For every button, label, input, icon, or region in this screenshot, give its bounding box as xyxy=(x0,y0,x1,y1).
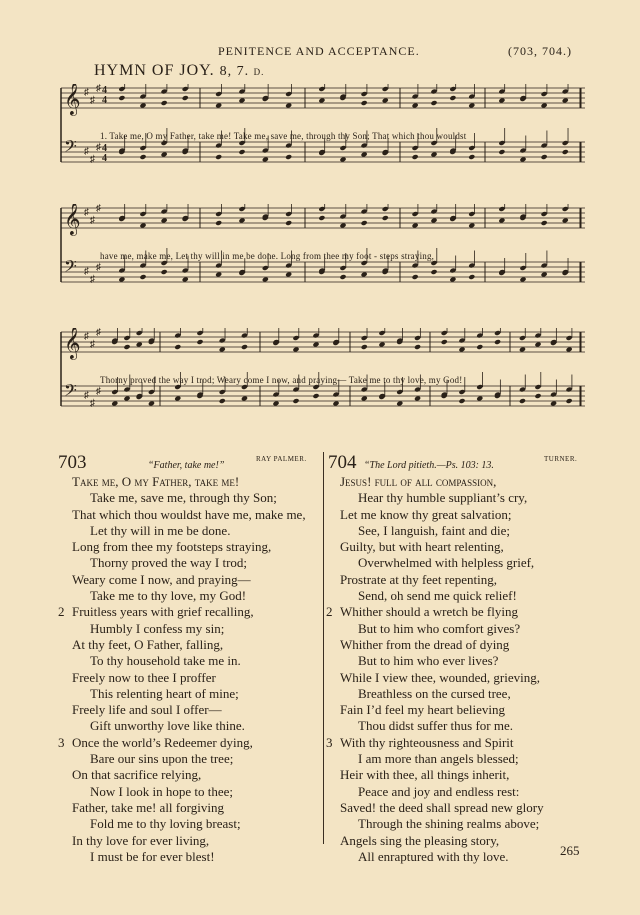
verse-line xyxy=(326,784,588,800)
verse-line xyxy=(58,767,324,783)
note-head xyxy=(339,157,346,163)
note-head xyxy=(519,277,526,283)
verse-line xyxy=(58,735,324,751)
sharp-icon: ♯ xyxy=(84,87,89,98)
hymn-author: TURNER. xyxy=(544,455,578,463)
note-head xyxy=(396,401,403,407)
verse-text: Take me, save me, through thy Son; xyxy=(90,490,277,506)
verse-line xyxy=(58,751,324,767)
note-head xyxy=(534,342,541,348)
verse-line xyxy=(326,800,588,816)
note-head xyxy=(118,277,125,283)
note-head xyxy=(262,277,269,283)
verse-text: Peace and joy and endless rest: xyxy=(358,783,520,799)
verse-line xyxy=(58,474,324,490)
hymn-704-verses xyxy=(326,474,588,865)
verse-line xyxy=(58,670,324,686)
verse-text: All enraptured with thy love. xyxy=(358,848,509,864)
note-head xyxy=(215,272,222,278)
verse-text: Father, take me! all forgiving xyxy=(72,799,224,815)
note-head xyxy=(118,95,125,101)
verse-text: But to him who comfort gives? xyxy=(358,620,521,636)
column-divider xyxy=(323,452,324,844)
note-head xyxy=(241,344,248,350)
sharp-icon: ♯ xyxy=(84,207,89,218)
note-head xyxy=(139,154,146,160)
note-head xyxy=(136,342,143,348)
verse-line xyxy=(326,507,588,523)
note-head xyxy=(174,396,181,402)
note-head xyxy=(361,396,368,402)
note-head xyxy=(182,95,189,101)
note-head xyxy=(449,277,456,283)
verse-line xyxy=(326,686,588,702)
verse-text: Let thy will in me be done. xyxy=(90,522,231,538)
note-head xyxy=(161,218,168,224)
hymn-703 xyxy=(58,452,324,865)
note-head xyxy=(541,103,548,109)
treble-clef-icon: 𝄞 xyxy=(64,204,81,235)
note-head xyxy=(285,272,292,278)
verse-text: Thou didst suffer thus for me. xyxy=(358,718,514,734)
hymn-number: 703 xyxy=(58,452,87,473)
verse-text: Heir with thee, all things inherit, xyxy=(340,767,510,783)
sharp-icon: ♯ xyxy=(84,266,89,277)
hymn-704 xyxy=(326,452,588,865)
verse-text: Long from thee my footsteps straying, xyxy=(72,539,272,555)
tune-title xyxy=(94,62,264,80)
note-head xyxy=(449,95,456,101)
verse-line xyxy=(326,490,588,506)
note-head xyxy=(123,344,130,350)
sharp-icon: ♯ xyxy=(84,146,89,157)
verse-text: Guilty, but with heart relenting, xyxy=(340,539,504,555)
bass-clef-icon: 𝄢 xyxy=(64,256,77,280)
verse-text: Now I look in hope to thee; xyxy=(90,783,233,799)
verse-text: Fruitless years with grief recalling, xyxy=(72,604,254,620)
note-head xyxy=(285,220,292,226)
note-head xyxy=(285,154,292,160)
verse-text: Prostrate at thy feet repenting, xyxy=(340,571,498,587)
note-head xyxy=(414,396,421,402)
lyric-line-3: Thorny proved the way I trod; Weary come I now, and praying— Take me to thy love, my God! xyxy=(100,375,463,385)
note-head xyxy=(430,269,437,275)
note-head xyxy=(541,272,548,278)
note-head xyxy=(272,401,279,407)
sharp-icon: ♯ xyxy=(90,339,95,350)
note-head xyxy=(318,98,325,104)
note-head xyxy=(361,152,368,158)
note-head xyxy=(361,272,368,278)
note-head xyxy=(182,277,189,283)
note-head xyxy=(412,274,419,280)
note-head xyxy=(550,401,557,407)
verse-line xyxy=(326,474,588,490)
verse-line xyxy=(326,767,588,783)
time-signature: 4 xyxy=(102,153,107,164)
note-head xyxy=(519,347,526,353)
verse-line xyxy=(326,637,588,653)
verse-line xyxy=(58,784,324,800)
verse-line xyxy=(326,816,588,832)
note-head xyxy=(285,103,292,109)
verse-text: Bare our sins upon the tree; xyxy=(90,751,234,767)
verse-line xyxy=(58,800,324,816)
sharp-icon: ♯ xyxy=(96,204,101,214)
verse-line xyxy=(58,539,324,555)
note-head xyxy=(476,396,483,402)
sharp-icon: ♯ xyxy=(90,95,95,106)
sharp-icon: ♯ xyxy=(84,331,89,342)
note-head xyxy=(174,344,181,350)
note-head xyxy=(468,154,475,160)
verse-text: This relenting heart of mine; xyxy=(90,685,239,701)
hymn-subtitle: “The Lord pitieth.—Ps. 103: 13. xyxy=(364,460,494,471)
verse-line xyxy=(58,507,324,523)
verse-text: See, I languish, faint and die; xyxy=(358,522,510,538)
sharp-icon: ♯ xyxy=(96,262,101,273)
sharp-icon: ♯ xyxy=(90,154,95,165)
lyric-line-1: 1. Take me, O my Father, take me! Take me, save me, through thy Son; That which thou wouldst xyxy=(100,131,467,141)
verse-text: But to him who ever lives? xyxy=(358,653,499,669)
verse-line xyxy=(58,686,324,702)
verse-line xyxy=(58,653,324,669)
verse-text: I am more than angels blessed; xyxy=(358,751,519,767)
note-head xyxy=(238,218,245,224)
verse-text: I must be for ever blest! xyxy=(90,848,215,864)
sharp-icon: ♯ xyxy=(96,84,101,94)
note-head xyxy=(541,154,548,160)
verse-line xyxy=(58,833,324,849)
note-head xyxy=(468,223,475,229)
hymn-number: 704 xyxy=(328,452,357,473)
verse-line xyxy=(326,539,588,555)
note-head xyxy=(566,398,573,404)
verse-line xyxy=(58,849,324,865)
note-head xyxy=(430,100,437,106)
bass-clef-icon: 𝄢 xyxy=(64,136,77,160)
verse-number: 2 xyxy=(58,604,65,620)
note-head xyxy=(430,218,437,224)
note-head xyxy=(292,398,299,404)
note-head xyxy=(139,274,146,280)
verse-line xyxy=(326,718,588,734)
sharp-icon: ♯ xyxy=(90,398,95,409)
verse-text: In thy love for ever living, xyxy=(72,832,210,848)
verse-number: 3 xyxy=(326,734,333,750)
running-hymn-numbers: (703, 704.) xyxy=(508,44,572,58)
note-head xyxy=(148,401,155,407)
verse-line xyxy=(326,751,588,767)
note-head xyxy=(219,347,226,353)
verse-line xyxy=(58,604,324,620)
note-head xyxy=(562,149,569,155)
verse-line xyxy=(58,702,324,718)
verse-text: Gift unworthy love like thine. xyxy=(90,718,245,734)
note-head xyxy=(161,100,168,106)
verse-number: 2 xyxy=(326,604,333,620)
verse-text: Saved! the deed shall spread new glory xyxy=(340,799,544,815)
note-head xyxy=(215,220,222,226)
note-head xyxy=(534,393,541,399)
verse-line xyxy=(326,523,588,539)
verse-text: To thy household take me in. xyxy=(90,653,241,669)
note-head xyxy=(123,396,130,402)
note-head xyxy=(562,218,569,224)
verse-text: Whither from the dread of dying xyxy=(340,636,510,652)
note-head xyxy=(332,401,339,407)
verse-line xyxy=(58,621,324,637)
verse-text: Through the shining realms above; xyxy=(358,816,540,832)
page-number: 265 xyxy=(560,843,580,858)
note-head xyxy=(161,269,168,275)
note-head xyxy=(458,398,465,404)
note-head xyxy=(361,100,368,106)
note-head xyxy=(262,157,269,163)
verse-line xyxy=(326,555,588,571)
verse-line xyxy=(326,849,588,865)
note-head xyxy=(378,342,385,348)
time-signature: 4 xyxy=(102,85,107,96)
treble-clef-icon: 𝄞 xyxy=(64,328,81,359)
hymn-703-verses xyxy=(58,474,324,865)
note-head xyxy=(312,342,319,348)
running-title: PENITENCE AND ACCEPTANCE. xyxy=(218,44,420,58)
note-head xyxy=(519,398,526,404)
sharp-icon: ♯ xyxy=(84,390,89,401)
note-head xyxy=(215,154,222,160)
verse-text: Whither should a wretch be flying xyxy=(340,604,518,620)
verse-text: Angels sing the pleasing story, xyxy=(340,832,500,848)
bass-clef-icon: 𝄢 xyxy=(64,380,77,404)
verse-line xyxy=(326,735,588,751)
verse-text: Let me know thy great salvation; xyxy=(340,506,512,522)
note-head xyxy=(458,347,465,353)
verse-text: Breathless on the cursed tree, xyxy=(358,685,511,701)
verse-text: That which thou wouldst have me, make me, xyxy=(72,506,306,522)
verse-line xyxy=(58,490,324,506)
verse-text: Humbly I confess my sin; xyxy=(90,620,225,636)
note-head xyxy=(468,274,475,280)
verse-text: Jesus! full of all compassion, xyxy=(340,474,497,489)
verse-text: Take me to thy love, my God! xyxy=(90,588,247,604)
note-head xyxy=(562,98,569,104)
verse-line xyxy=(326,702,588,718)
note-head xyxy=(361,344,368,350)
hymn-author: RAY PALMER. xyxy=(256,455,307,463)
verse-line xyxy=(58,572,324,588)
verse-line xyxy=(326,653,588,669)
verse-text: Fain I’d feel my heart believing xyxy=(340,702,505,718)
note-head xyxy=(219,398,226,404)
verse-text: Once the world’s Redeemer dying, xyxy=(72,734,253,750)
note-head xyxy=(382,98,389,104)
verse-text: Fold me to thy loving breast; xyxy=(90,816,241,832)
verse-line xyxy=(58,523,324,539)
sharp-icon: ♯ xyxy=(96,386,101,397)
time-signature: 4 xyxy=(102,143,107,154)
sharp-icon: ♯ xyxy=(90,274,95,285)
verse-text: With thy righteousness and Spirit xyxy=(340,734,514,750)
verse-line xyxy=(58,588,324,604)
note-head xyxy=(292,347,299,353)
note-head xyxy=(196,339,203,345)
note-head xyxy=(519,157,526,163)
verse-line xyxy=(58,637,324,653)
note-head xyxy=(494,339,501,345)
note-head xyxy=(412,154,419,160)
treble-clef-icon: 𝄞 xyxy=(64,84,81,115)
note-head xyxy=(498,98,505,104)
note-head xyxy=(161,152,168,158)
note-head xyxy=(476,344,483,350)
verse-line xyxy=(58,718,324,734)
note-head xyxy=(139,223,146,229)
verse-text: While I view thee, wounded, grieving, xyxy=(340,669,540,685)
note-head xyxy=(238,149,245,155)
note-head xyxy=(339,274,346,280)
note-head xyxy=(312,393,319,399)
note-head xyxy=(414,344,421,350)
note-head xyxy=(139,103,146,109)
note-head xyxy=(215,103,222,109)
verse-line xyxy=(326,833,588,849)
verse-text: Send, oh send me quick relief! xyxy=(358,588,517,604)
note-head xyxy=(318,215,325,221)
verse-line xyxy=(326,621,588,637)
note-head xyxy=(498,149,505,155)
note-head xyxy=(412,103,419,109)
tune-meter: 8, 7. D. xyxy=(219,64,265,79)
note-head xyxy=(430,152,437,158)
note-head xyxy=(111,401,118,407)
note-head xyxy=(361,220,368,226)
hymn-703-header xyxy=(58,452,324,474)
verse-text: Take me, O my Father, take me! xyxy=(72,474,240,489)
hymn-704-header xyxy=(326,452,588,474)
verse-text: Hear thy humble suppliant’s cry, xyxy=(358,490,528,506)
verse-text: On that sacrifice relying, xyxy=(72,767,202,783)
note-head xyxy=(498,218,505,224)
sharp-icon: ♯ xyxy=(96,328,101,338)
note-head xyxy=(241,396,248,402)
verse-text: Weary come I now, and praying— xyxy=(72,571,251,587)
verse-line xyxy=(326,588,588,604)
sharp-icon: ♯ xyxy=(96,142,101,153)
verse-line xyxy=(58,816,324,832)
hymn-subtitle: “Father, take me!” xyxy=(148,460,225,471)
verse-number: 3 xyxy=(58,734,65,750)
verse-text: Overwhelmed with helpless grief, xyxy=(358,555,535,571)
verse-line xyxy=(326,572,588,588)
tune-name: HYMN OF JOY. xyxy=(94,62,215,79)
note-head xyxy=(339,223,346,229)
lyric-line-2: have me, make me, Let thy will in me be done. Long from thee my foot - steps straying, xyxy=(100,251,435,261)
note-head xyxy=(238,98,245,104)
verse-text: Freely now to thee I proffer xyxy=(72,669,216,685)
note-head xyxy=(566,347,573,353)
sharp-icon: ♯ xyxy=(90,215,95,226)
verse-text: At thy feet, O Father, falling, xyxy=(72,636,224,652)
verse-text: Thorny proved the way I trod; xyxy=(90,555,248,571)
note-head xyxy=(468,103,475,109)
verse-text: Freely life and soul I offer— xyxy=(72,702,222,718)
note-head xyxy=(412,223,419,229)
note-head xyxy=(382,215,389,221)
note-head xyxy=(441,339,448,345)
verse-line xyxy=(326,670,588,686)
verse-line xyxy=(58,555,324,571)
note-head xyxy=(541,220,548,226)
time-signature: 4 xyxy=(102,95,107,106)
verse-line xyxy=(326,604,588,620)
